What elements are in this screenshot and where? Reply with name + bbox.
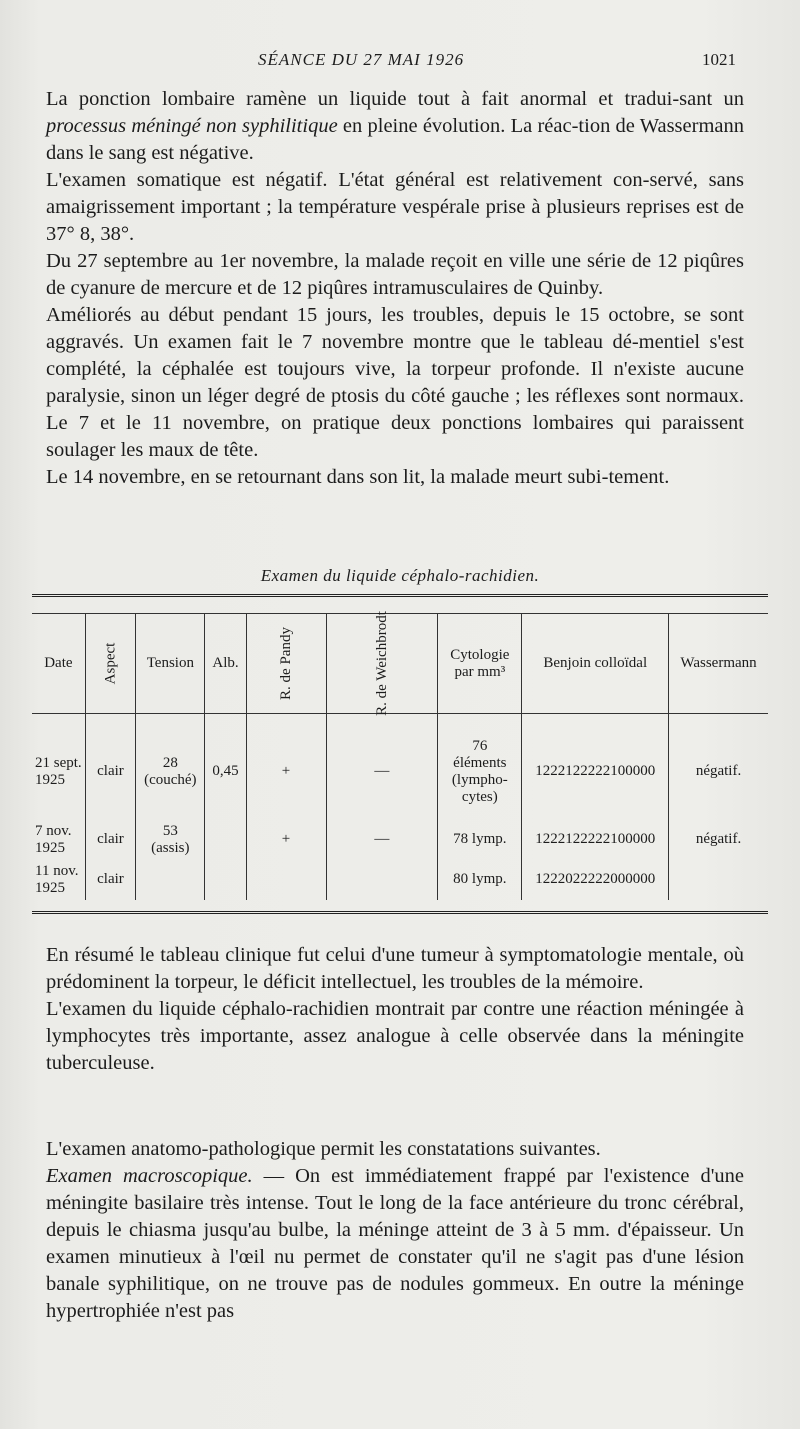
table-row [32, 860, 768, 900]
header-pandy: R. de Pandy [246, 614, 326, 714]
cell-date: 21 sept. 1925 [35, 754, 82, 788]
header-weichbrodt: R. de Weichbrodt [326, 614, 438, 714]
cell-pandy [246, 860, 326, 900]
paragraph-lumbar-puncture: La ponction lombaire ramène un liquide tout à fait anormal et tradui-sant un processus méningé non syphilitique en pleine évolution. La réac-tion de Wassermann dans le sang est négative. [46, 88, 745, 164]
cell-wassermann: négatif. [669, 820, 768, 860]
header-date: Date [44, 655, 73, 671]
cell-benjoin: 1222122222100000 [522, 820, 669, 860]
cell-cytologie: 76 éléments (lympho- cytes) [438, 724, 522, 820]
table-header-row [32, 614, 768, 714]
text-block-top [46, 86, 744, 491]
cell-benjoin: 1222022222000000 [522, 860, 669, 900]
paragraph-summary: En résumé le tableau clinique fut celui d'une tumeur à symptomatologie mentale, où prédominent la torpeur, le déficit intellectuel, les troubles de la mémoire. [46, 944, 744, 993]
paragraph-death: Le 14 novembre, en se retournant dans son lit, la malade meurt subi-tement. [46, 466, 670, 488]
cell-cytologie: 80 lymp. [438, 860, 522, 900]
csf-table-frame [32, 594, 768, 914]
paragraph-pathology-intro: L'examen anatomo-pathologique permit les constatations suivantes. [46, 1138, 601, 1160]
cell-weichbrodt [326, 860, 438, 900]
header-wassermann: Wassermann [669, 614, 768, 714]
cell-pandy: + [246, 724, 326, 820]
paragraph-treatment: Du 27 septembre au 1er novembre, la malade reçoit en ville une série de 12 piqûres de cyanure de mercure et de 12 piqûres intramusculaires de Quinby. [46, 250, 744, 299]
paragraph-somatic-exam: L'examen somatique est négatif. L'état général est relativement con-servé, sans amaigrissement important ; la température vespérale prise à plusieurs reprises est de 37° 8, 38°. [46, 169, 744, 245]
cell-tension [136, 860, 205, 900]
cell-date: 7 nov. 1925 [35, 822, 72, 856]
cell-alb: 0,45 [205, 724, 246, 820]
table-header-separator [32, 714, 768, 724]
paragraph-evolution: Améliorés au début pendant 15 jours, les troubles, depuis le 15 octobre, se sont aggravés. Un examen fait le 7 novembre montre que le tableau dé-mentiel s'est complété, la céphalée est toujours vive, la torpeur profonde. Il n'existe aucune paralysie, sinon un léger degré de ptosis du côté gauche ; les réflexes sont normaux. Le 7 et le 11 novembre, on pratique deux ponctions lombaires qui paraissent soulager les maux de tête. [46, 304, 744, 461]
cell-aspect: clair [85, 724, 135, 820]
cell-date: 11 nov. 1925 [35, 862, 79, 896]
cell-cytologie: 78 lymp. [438, 820, 522, 860]
header-alb: Alb. [205, 614, 246, 714]
cell-benjoin: 1222122222100000 [522, 724, 669, 820]
text-block-pathology [46, 1136, 744, 1325]
paragraph-csf-conclusion: L'examen du liquide céphalo-rachidien montrait par contre une réaction méningée à lymphocytes très importante, assez analogue à celle observée dans la méningite tuberculeuse. [46, 998, 744, 1074]
header-benjoin: Benjoin colloïdal [522, 614, 669, 714]
cell-weichbrodt: — [326, 724, 438, 820]
cell-wassermann [669, 860, 768, 900]
header-cytologie: Cytologie par mm³ [438, 614, 522, 714]
paragraph-macroscopic: Examen macroscopique. — On est immédiatement frappé par l'existence d'une méningite basilaire très intense. Tout le long de la face antérieure du tronc cérébral, depuis le chiasma jusqu'au bulbe, la méninge atteint de 3 à 5 mm. d'épaisseur. Un examen minutieux à l'œil nu permet de constater qu'il ne s'agit pas d'une lésion banale syphilitique, on ne trouve pas de nodules gommeux. En outre la méninge hypertrophiée n'est pas [46, 1165, 744, 1322]
cell-wassermann: négatif. [669, 724, 768, 820]
running-head [0, 50, 800, 74]
cell-aspect: clair [85, 860, 135, 900]
cell-alb [205, 860, 246, 900]
cell-tension: 53 (assis) [136, 820, 205, 860]
cell-tension: 28 (couché) [136, 724, 205, 820]
running-title: SÉANCE DU 27 MAI 1926 [258, 50, 465, 69]
csf-table [32, 613, 768, 900]
cell-alb [205, 820, 246, 860]
table-row [32, 820, 768, 860]
page-number: 1021 [702, 50, 736, 69]
cell-aspect: clair [85, 820, 135, 860]
cell-pandy: + [246, 820, 326, 860]
text-block-summary [46, 942, 744, 1077]
header-aspect: Aspect [85, 614, 135, 714]
cell-weichbrodt: — [326, 820, 438, 860]
header-tension: Tension [136, 614, 205, 714]
table-row [32, 724, 768, 820]
table-caption: Examen du liquide céphalo-rachidien. [260, 566, 540, 585]
